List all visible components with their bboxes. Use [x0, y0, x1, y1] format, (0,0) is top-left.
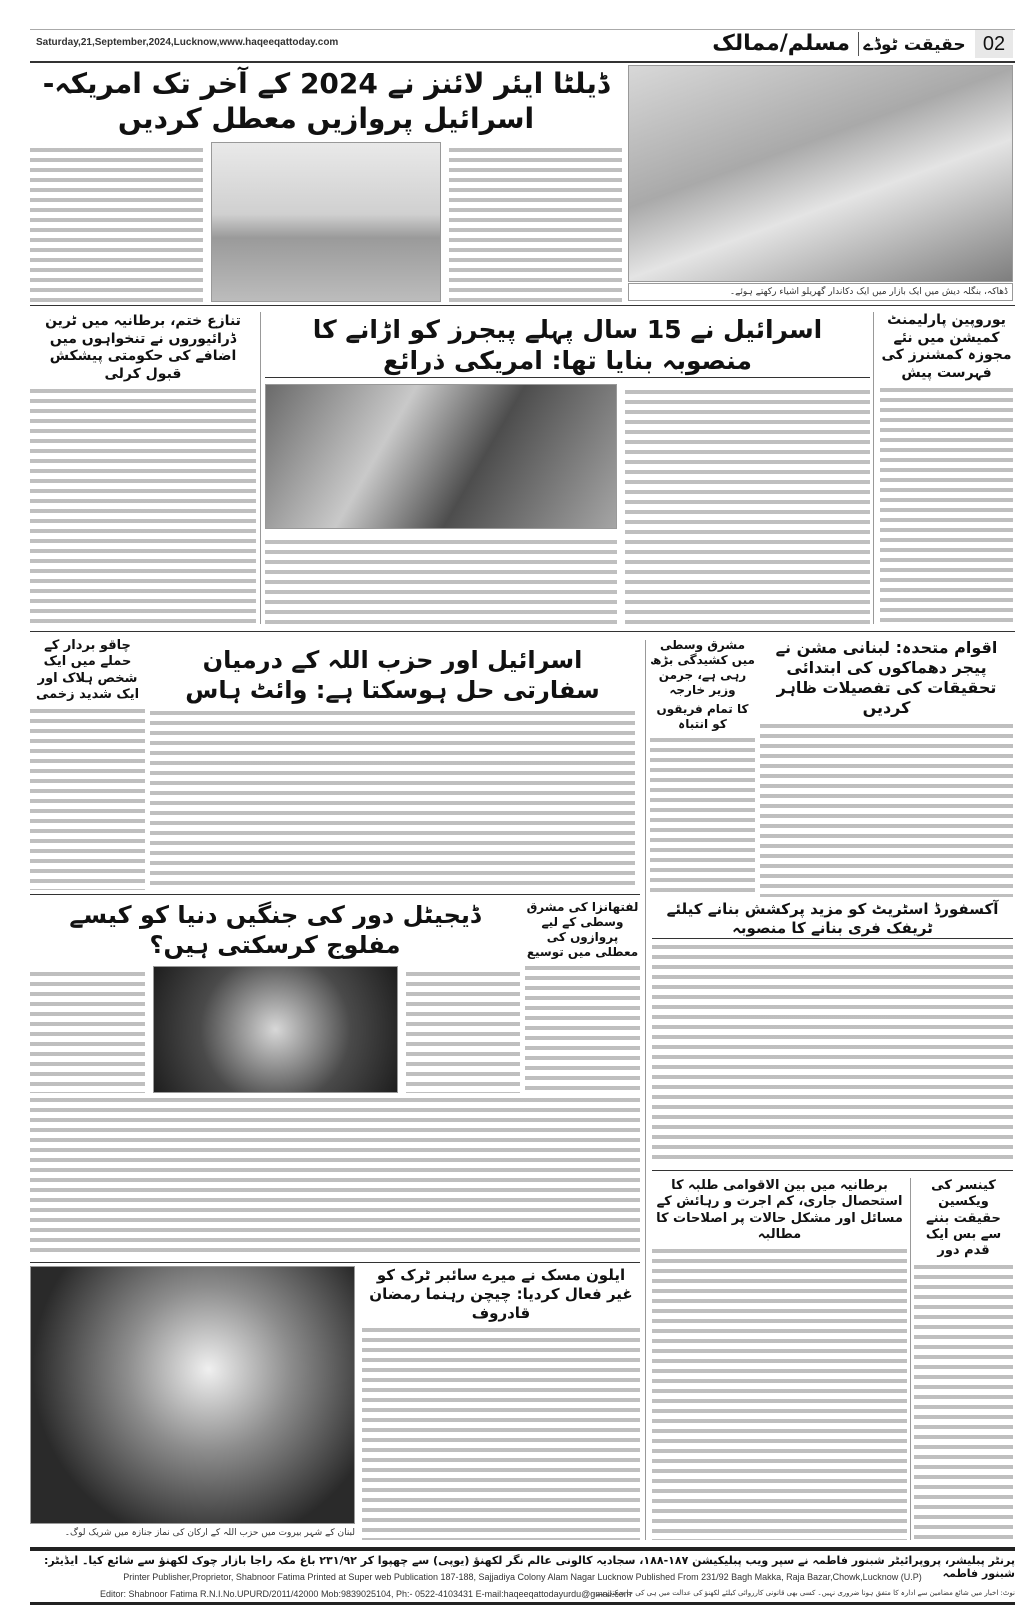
article-headline: چاقو بردار کے حملے میں ایک شخص ہلاک اور ایک شدید زخمی: [30, 638, 145, 703]
article-pagers: [265, 314, 870, 624]
urdu-imprint: پرنٹر پبلیشر، پروپرائیٹر شبنور فاطمہ نے سپر ویب پبلیکیشن ۱۸۷-۱۸۸، سجادیہ کالونی عالم نگر لکھنؤ (یوپی) سے چھپوا کر ۲۳۱/۹۲ باغ مکہ راجا بازار چوک لکھنؤ سے شائع کیا۔ ایڈیٹر: شبنور فاطمہ: [44, 1554, 1015, 1580]
column-divider: [910, 1178, 911, 1540]
article-body-text: [880, 388, 1013, 624]
section-rule: [30, 1262, 640, 1263]
digital-warfare-photo: [153, 966, 398, 1093]
article-body-text: [30, 389, 256, 624]
airplane-photo: [211, 142, 441, 302]
article-body-text: [525, 966, 640, 1093]
article-headline: لفتھانزا کی مشرق وسطی کے لیے پروازوں کی معطلی میں توسیع: [526, 900, 639, 959]
article-body-text: [30, 709, 145, 890]
column-divider: [873, 312, 874, 624]
section-rule: [30, 894, 640, 895]
article-body-text: [914, 1265, 1013, 1540]
article-headline: برطانیہ میں بین الاقوامی طلبہ کا استحصال جاری، کم اجرت و رہائش کے مسائل اور مشکل حالات پر اصلاحات کا مطالبہ: [652, 1178, 907, 1243]
article-body-text: [652, 1249, 907, 1540]
column-divider: [645, 640, 646, 1540]
article-train-drivers: [30, 313, 256, 624]
header-bottom-rule: [30, 61, 1015, 63]
dhaka-market-photo: [628, 65, 1013, 282]
article-delta: [30, 66, 622, 302]
article-body-text: [650, 738, 755, 893]
article-body-text: [406, 972, 521, 1093]
article-body-text: [30, 972, 145, 1093]
article-white-house: [150, 645, 635, 890]
article-lufthansa: [525, 900, 640, 1093]
article-body-text: [625, 390, 870, 625]
article-german-minister: [650, 638, 755, 893]
article-headline: اقوام متحدہ: لبنانی مشن نے پیجر دھماکوں کی ابتدائی تحقیقات کی تفصیلات ظاہر کردیں: [760, 638, 1013, 718]
article-knife-attack: [30, 638, 145, 890]
article-digital-wars: [30, 900, 520, 1093]
pager-blast-photo: [265, 384, 617, 529]
beirut-funeral-photo: [30, 1266, 355, 1524]
section-rule: [30, 631, 1015, 632]
column-divider: [260, 312, 261, 624]
article-body: [30, 142, 622, 302]
article-body-text: [150, 711, 635, 890]
header-divider: [858, 32, 859, 56]
article-subheadline: کا تمام فریقوں کو انتباہ: [650, 702, 755, 732]
section-title: مسلم/ممالک: [712, 31, 850, 56]
article-headline: یوروپین پارلیمنٹ کمیشن میں نئے مجوزہ کمشنرز کی فہرست پیش: [881, 312, 1012, 381]
article-headline: اسرائیل نے 15 سال پہلے پیجرز کو اڑانے کا منصوبہ بنایا تھا: امریکی ذرائع: [265, 314, 870, 378]
article-un-lebanon: [760, 638, 1013, 897]
article-cancer-vaccine: [914, 1178, 1013, 1540]
article-photo-column: [265, 384, 617, 625]
article-headline: ڈیلٹا ایئر لائنز نے 2024 کے آخر تک امریکہ-اسرائیل پروازیں معطل کردیں: [30, 66, 622, 136]
section-rule: [30, 305, 1015, 306]
article-body-text: [449, 148, 622, 308]
article-body-text: [30, 1098, 640, 1256]
article-kadyrov: [362, 1266, 640, 1540]
article-eu-commission: [880, 312, 1013, 624]
article-headline: تنازع ختم، برطانیہ میں ٹرین ڈرائیوروں نے تنخواہوں میں اضافے کی حکومتی پیشکش قبول کرلی: [30, 313, 256, 383]
footer-bottom-rule: [30, 1602, 1015, 1605]
article-headline: ڈیجیٹل دور کی جنگیں دنیا کو کیسے مفلوج کرسکتی ہیں؟: [30, 900, 520, 960]
page-number: 02: [975, 30, 1013, 58]
article-body-text: [265, 540, 617, 625]
article-body: [265, 384, 870, 625]
english-imprint: Printer Publisher,Proprietor, Shabnoor Fatima Printed at Super web Publication 187-188, Sajjadiya Colony Alam Nagar Lucknow Published From 231/92 Bagh Makka, Raja Bazar,Chowk,Lucknow (U.P): [123, 1572, 922, 1582]
article-headline: مشرق وسطی میں کشیدگی بڑھ رہی ہے، جرمن وزیر خارجہ: [650, 638, 755, 697]
footer-top-rule: [30, 1547, 1015, 1551]
article-oxford-street: [652, 900, 1013, 1165]
photo-caption: لبنان کے شہر بیروت میں حزب اللہ کے ارکان کی نماز جنازہ میں شریک لوگ۔: [30, 1528, 355, 1538]
article-body-text: [652, 945, 1013, 1166]
article-body-text: [362, 1328, 640, 1540]
section-rule: [652, 1170, 1013, 1171]
header-top-rule: [30, 29, 1015, 30]
article-headline: آکسفورڈ اسٹریٹ کو مزید پرکشش بنانے کیلئے ٹریفک فری بنانے کا منصوبہ: [652, 900, 1013, 939]
article-body-text: [30, 148, 203, 308]
article-body: [30, 966, 520, 1093]
article-headline: کینسر کی ویکسین حقیقت بننے سے بس ایک قدم دور: [914, 1178, 1013, 1259]
article-headline: اسرائیل اور حزب اللہ کے درمیان سفارتی حل ہوسکتا ہے: وائٹ ہاس: [150, 645, 635, 705]
disclaimer: نوٹ: اخبار میں شائع مضامین سے ادارہ کا متفق ہونا ضروری نہیں۔ کسی بھی قانونی کارروائی کیلئے لکھنؤ کی عدالت میں ہی کی جا سکتی ہے۔: [592, 1589, 1015, 1597]
editor-line: Editor: Shabnoor Fatima R.N.I.No.UPURD/2011/42000 Mob:9839025104, Ph:- 0522-4103431 E-mail:haqeeqattodayurdu@gmail.com: [100, 1589, 632, 1599]
article-uk-students: [652, 1178, 907, 1540]
newspaper-logo: حقیقت ٹوڈے: [863, 35, 966, 55]
article-headline: ایلون مسک نے میرے سائبر ٹرک کو غیر فعال کردیا: چیچن رہنما رمضان قادروف: [362, 1266, 640, 1322]
dateline: Saturday,21,September,2024,Lucknow,www.haqeeqattoday.com: [36, 37, 339, 48]
article-body-text: [760, 724, 1013, 897]
photo-caption: ڈھاکہ، بنگلہ دیش میں ایک بازار میں ایک دکاندار گھریلو اشیاء رکھتے ہوئے۔: [632, 287, 1008, 297]
